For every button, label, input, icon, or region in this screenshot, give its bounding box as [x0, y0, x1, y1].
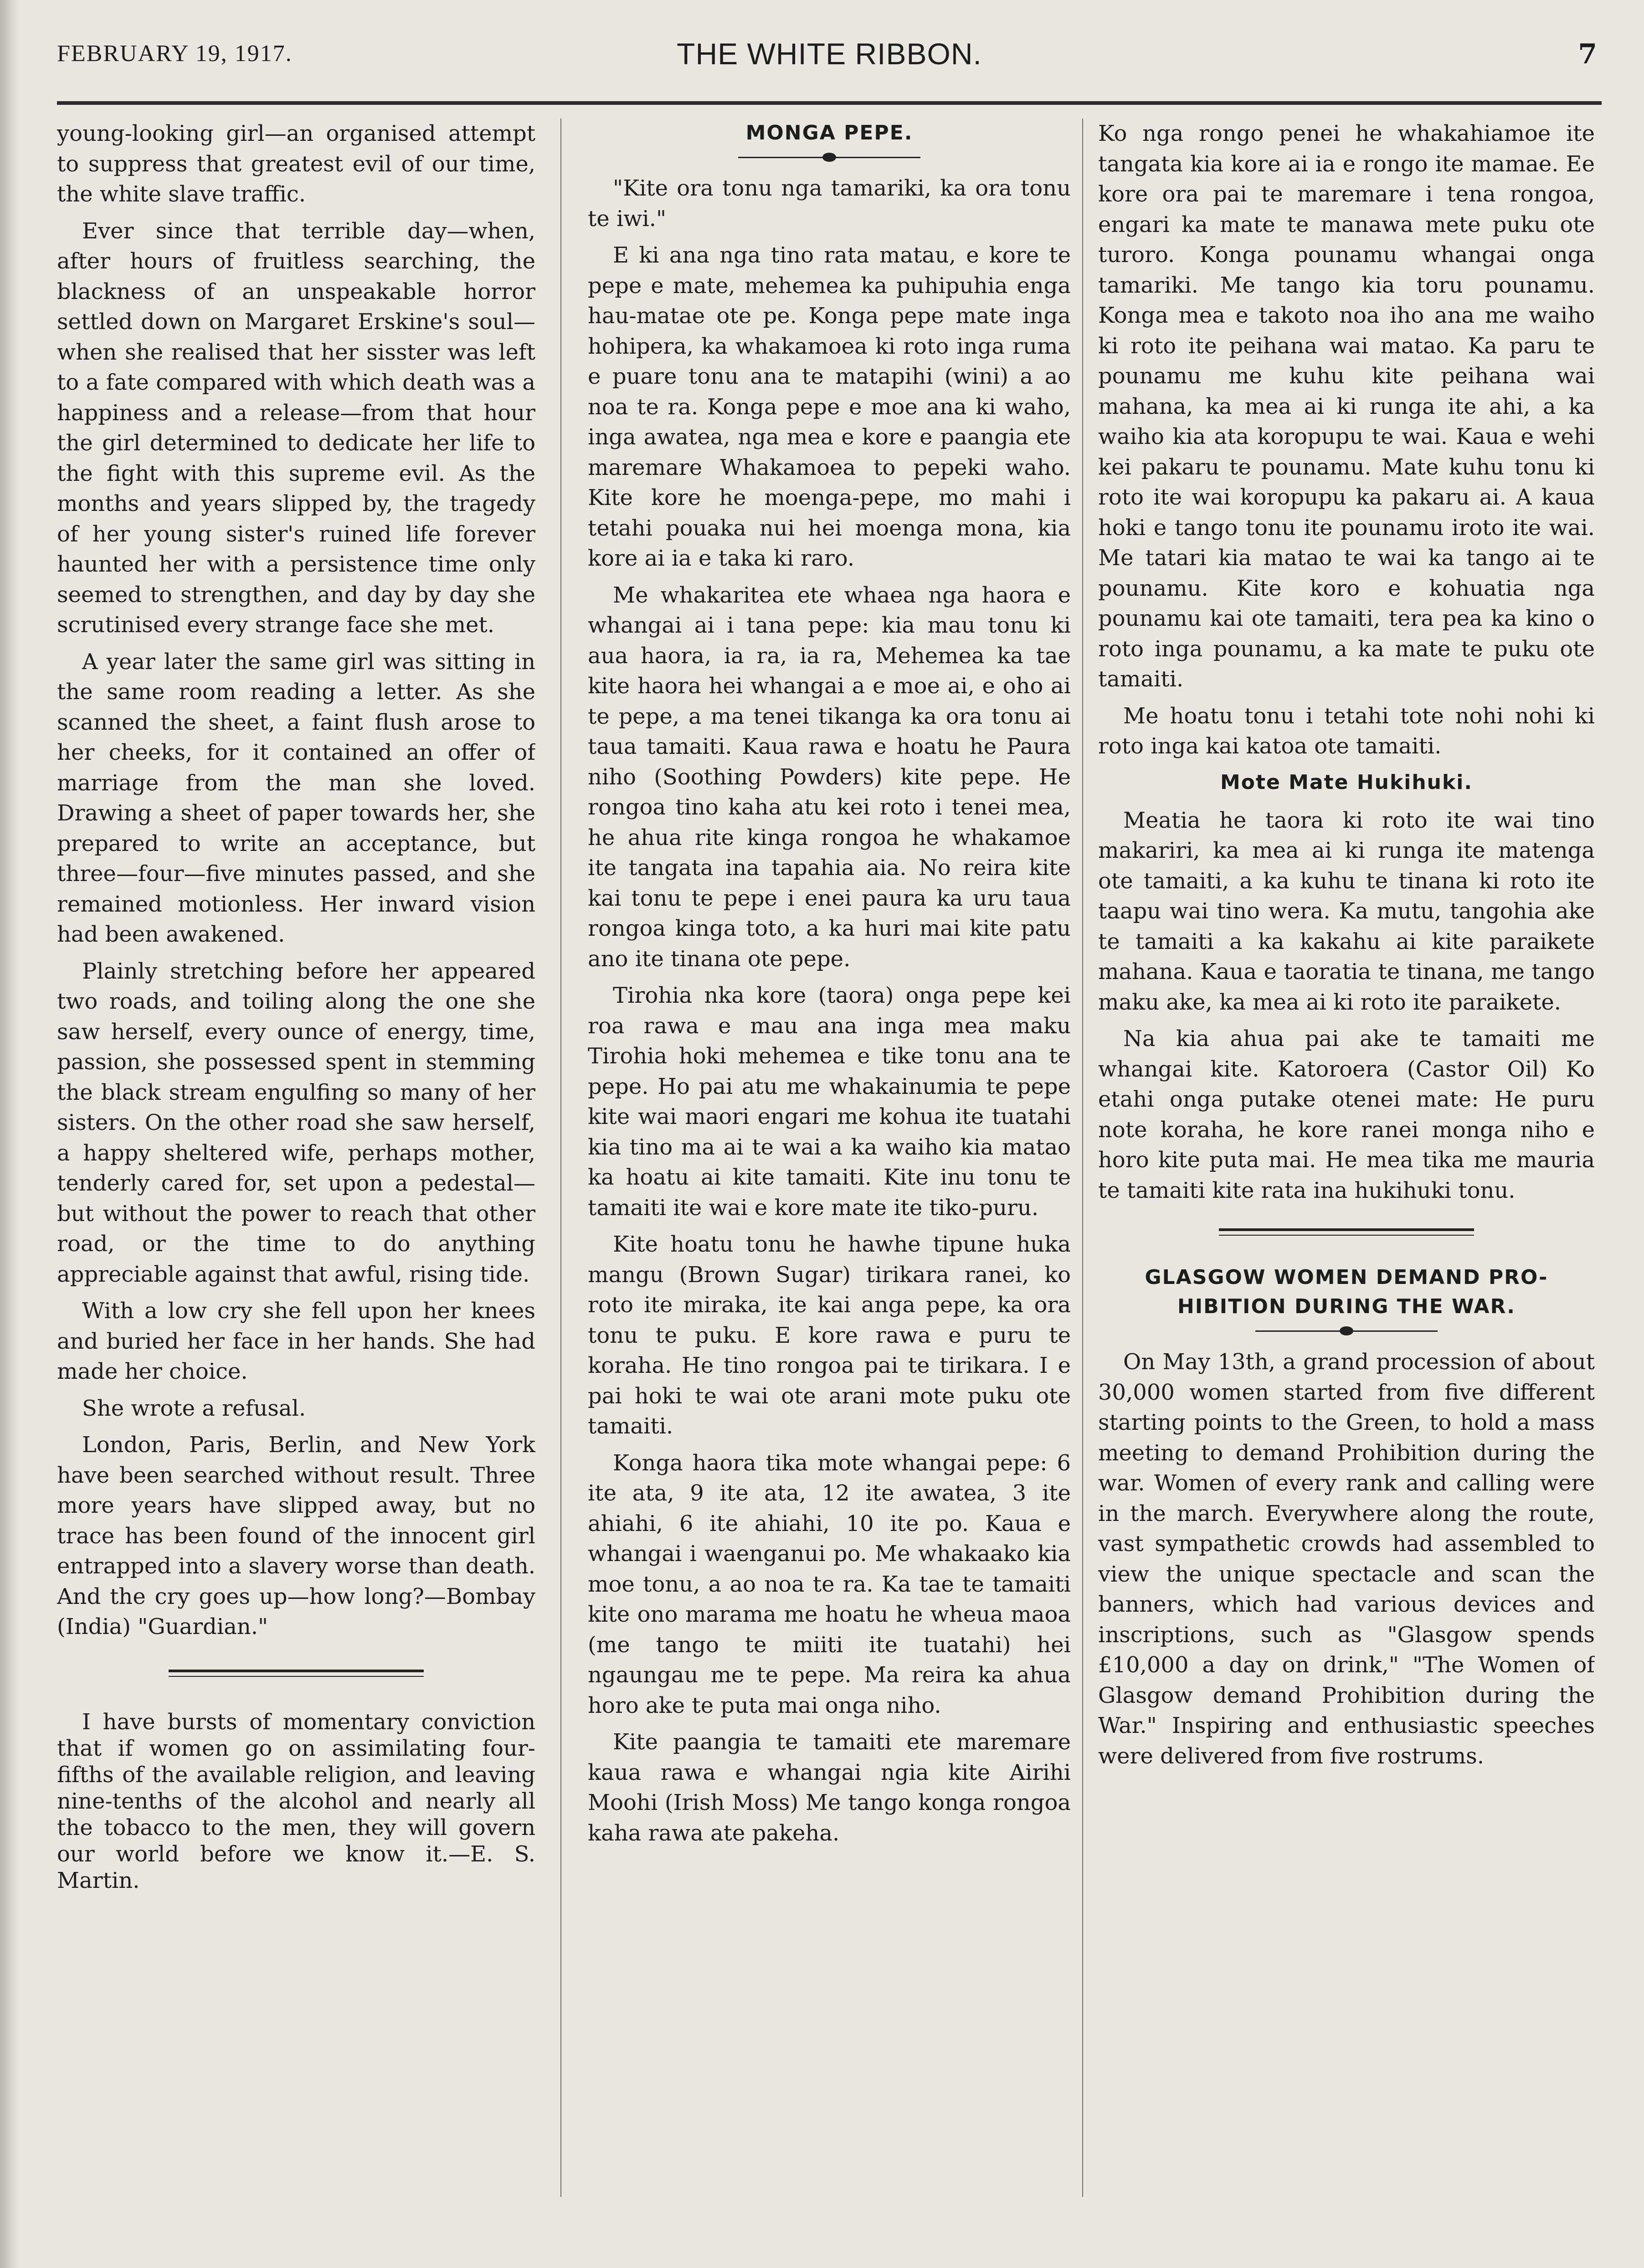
- page-number: 7: [1578, 38, 1597, 70]
- column-divider-2: [1082, 119, 1083, 2197]
- section-divider: [169, 1670, 424, 1677]
- quote-paragraph: I have bursts of momentary conviction that if women go on assimilating four-fifths of the available religion, and leaving nine-tenths of the alcohol and nearly all the tobacco to the men, they will govern our world before we know it.—E. S. Martin.: [57, 1709, 535, 1893]
- heading-line-1: GLASGOW WOMEN DEMAND PRO-: [1145, 1266, 1548, 1289]
- publication-title: THE WHITE RIBBON.: [677, 37, 982, 71]
- subheading-mote-mate-hukihuki: Mote Mate Hukihuki.: [1220, 770, 1473, 794]
- heading-ornament: [738, 150, 920, 164]
- column-3: [1098, 119, 1595, 2197]
- article-paragraph: Kite paangia te tamaiti ete maremare kaua rawa e whangai ngia kite Airihi Moohi (Irish Moss) Me tango konga rongoa kaha rawa ate pakeha.: [588, 1729, 1071, 1846]
- article-paragraph: Konga haora tika mote whangai pepe: 6 ite ata, 9 ite ata, 12 ite awatea, 3 ite ahiahi, 6 ite ahiahi, 10 ite po. Kaua e whangai i waenganui po. Me whakaako kia moe tonu, a ao noa te ra. Ka tae te tamaiti kite ono marama me hoatu he wheua maoa (me tango te miiti ite tuatahi) hei ngaungau me te pepe. Ma reira ka ahua horo ake te puta mai onga niho.: [588, 1450, 1071, 1718]
- heading-line-2: HIBITION DURING THE WAR.: [1177, 1295, 1516, 1318]
- article-paragraph: E ki ana nga tino rata matau, e kore te pepe e mate, mehemea ka puhipuhia enga hau-matae ote pe. Konga pepe mate inga hohipera, ka whakamoea ki roto inga ruma e puare tonu ana te matapihi (wini) a ao noa te ra. Konga pepe e moe ana ki waho, inga awatea, nga mea e kore e paangia ete maremare Whakamoea to pepeki waho. Kite kore he moenga-pepe, mo mahi i tetahi pouaka nui hei moenga mona, kia kore ai ia e taka ki raro.: [588, 242, 1071, 571]
- article-paragraph: Na kia ahua pai ake te tamaiti me whangai kite. Katoroera (Castor Oil) Ko etahi onga putake otenei mate: He puru note koraha, he kore ranei monga niho e horo kite puta mai. He mea tika me mauria te tamaiti kite rata ina hukihuki tonu.: [1098, 1026, 1595, 1203]
- page-header: [57, 32, 1602, 82]
- story-paragraph: young-looking girl—an organised attempt to suppress that greatest evil of our time, the white slave traffic.: [57, 121, 535, 207]
- story-paragraph: A year later the same girl was sitting in the same room reading a letter. As she scanned the sheet, a faint flush arose to her cheeks, for it contained an offer of marriage from the man she loved. Drawing a sheet of paper towards her, she prepared to write an acceptance, but three—four—five minutes passed, and she remained motionless. Her inward vision had been awakened.: [57, 649, 535, 947]
- story-paragraph: Plainly stretching before her appeared two roads, and toiling along the one she saw herself, every ounce of energy, time, passion, she possessed spent in stemming the black stream engulfing so many of her sisters. On the other road she saw herself, a happy sheltered wife, perhaps mother, tenderly cared for, set upon a pedestal—but without the power to reach that other road, or the time to do anything appreciable against that awful, rising tide.: [57, 958, 535, 1287]
- article-paragraph: Meatia he taora ki roto ite wai tino makariri, ka mea ai ki runga ite matenga ote tamaiti, a ka kuhu te tinana ki roto ite taapu wai tino wera. Ka mutu, tangohia ake te tamaiti a ka kakahu ai kite paraikete mahana. Kaua e taoratia te tinana, me tango maku ake, ka mea ai ki roto ite paraikete.: [1098, 807, 1595, 1015]
- column-1: [57, 119, 535, 2197]
- page-edge-shadow: [0, 0, 20, 2268]
- section-divider: [1219, 1228, 1474, 1236]
- article-heading-glasgow: [1098, 1263, 1595, 1321]
- heading-ornament: [1255, 1324, 1438, 1338]
- article-paragraph: Kite hoatu tonu he hawhe tipune huka mangu (Brown Sugar) tirikara ranei, ko roto ite miraka, ite kai anga pepe, ka ora tonu te puku. E kore rawa e puru te koraha. He tino rongoa pai te tirikara. I e pai hoki te wai ote arani mote puku ote tamaiti.: [588, 1232, 1071, 1439]
- story-paragraph: She wrote a refusal.: [82, 1395, 306, 1421]
- header-rule: [57, 101, 1602, 105]
- article-paragraph: Tirohia nka kore (taora) onga pepe kei roa rawa e mau ana inga mea maku Tirohia hoki mehemea e tike tonu ana te pepe. Ho pai atu me whakainumia te pepe kite wai maori engari me kohua ite tuatahi kia tino ma ai te wai a ka waiho kia matao ka hoatu ai kite tamaiti. Kite inu tonu te tamaiti ite wai e kore mate ite tiko-puru.: [588, 983, 1071, 1221]
- story-paragraph: With a low cry she fell upon her knees and buried her face in her hands. She had made her choice.: [57, 1298, 535, 1384]
- article-paragraph: Me hoatu tonu i tetahi tote nohi nohi ki roto inga kai katoa ote tamaiti.: [1098, 703, 1595, 759]
- story-paragraph: London, Paris, Berlin, and New York have been searched without result. Three more years have slipped away, but no trace has been found of the innocent girl entrapped into a slavery worse than death. And the cry goes up—how long?—Bombay (India) "Guardian.": [57, 1432, 535, 1639]
- article-paragraph: "Kite ora tonu nga tamariki, ka ora tonu te iwi.": [588, 175, 1071, 232]
- article-paragraph: On May 13th, a grand procession of about 30,000 women started from five different starting points to the Green, to hold a mass meeting to demand Prohibition during the war. Women of every rank and calling were in the march. Everywhere along the route, vast sympathetic crowds had assembled to view the unique spectacle and scan the banners, which had various devices and inscriptions, such as "Glasgow spends £10,000 a day on drink," "The Women of Glasgow demand Prohibition during the War." Inspiring and enthusiastic speeches were delivered from five rostrums.: [1098, 1349, 1595, 1769]
- article-paragraph: Ko nga rongo penei he whakahiamoe ite tangata kia kore ai ia e rongo ite mamae. Ee kore ora pai te maremare i tena rongoa, engari ka mate te manawa mete puku ote turoro. Konga pounamu whangai onga tamariki. Me tango kia toru pounamu. Konga mea e takoto noa iho ana me waiho ki roto ite peihana wai matao. Ka paru te pounamu me kuhu kite peihana wai mahana, ka mea ai ki runga ite ahi, a ka waiho kia ata koropupu te wai. Kaua e wehi kei pakaru te pounamu. Mate kuhu tonu ki roto ite wai koropupu ka pakaru ai. A kaua hoki e tango tonu ite pounamu iroto ite wai. Me tatari kia matao te wai ka tango ai te pounamu. Kite koro e kohuatia nga pounamu kai ote tamaiti, tera pea ka kino o roto inga pounamu, a ka mate te puku ote tamaiti.: [1098, 121, 1595, 692]
- column-divider-1: [560, 119, 561, 2197]
- column-2: [588, 119, 1071, 2197]
- story-paragraph: Ever since that terrible day—when, after hours of fruitless searching, the blackness of an unspeakable horror settled down on Margaret Erskine's soul—when she realised that her sisster was left to a fate compared with which death was a happiness and a release—from that hour the girl determined to dedicate her life to the fight with this supreme evil. As the months and years slipped by, the tragedy of her young sister's ruined life forever haunted her with a persistence time only seemed to strengthen, and day by day she scrutinised every strange face she met.: [57, 218, 535, 638]
- issue-date: FEBRUARY 19, 1917.: [57, 41, 293, 67]
- article-paragraph: Me whakaritea ete whaea nga haora e whangai ai i tana pepe: kia mau tonu ki aua haora, ia ra, ia ra, Mehemea ka tae kite haora hei whangai a e moe ai, e oho ai te pepe, a ma tenei tikanga ka ora tonu ai taua tamaiti. Kaua rawa e hoatu he Paura niho (Soothing Powders) kite pepe. He rongoa tino kaha atu kei roto i tenei mea, he ahua rite kinga rongoa he whakamoe ite tangata ina tapahia aia. No reira kite kai tonu te pepe i enei paura ka uru taua rongoa kinga toto, a ka huri mai kite patu ano ite tinana ote pepe.: [588, 582, 1071, 972]
- article-heading-monga-pepe: MONGA PEPE.: [745, 121, 913, 144]
